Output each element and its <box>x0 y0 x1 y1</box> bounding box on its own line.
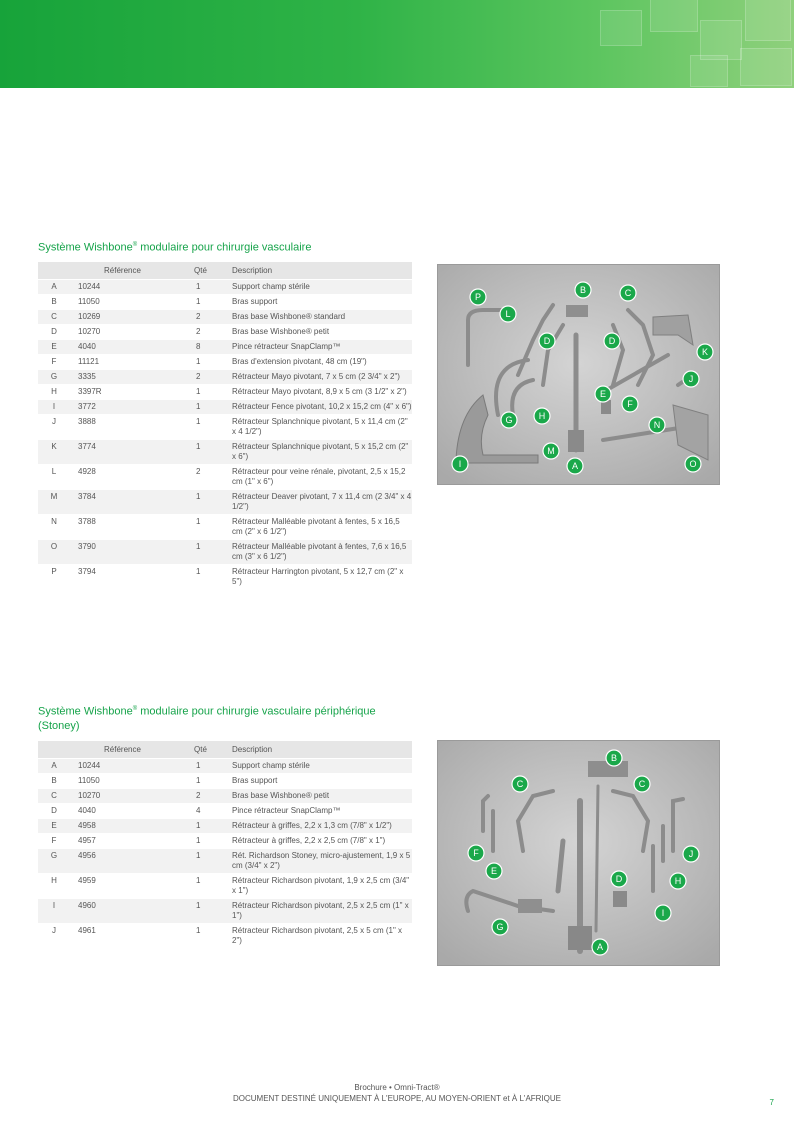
item-quantity: 1 <box>194 849 232 873</box>
item-reference: 11121 <box>70 355 194 369</box>
item-reference: 10244 <box>70 759 194 773</box>
item-letter: L <box>38 465 70 489</box>
item-quantity: 1 <box>194 385 232 399</box>
table-row <box>38 819 412 833</box>
callout-label: J <box>688 374 694 385</box>
item-letter: G <box>38 849 70 873</box>
item-letter: F <box>38 355 70 369</box>
item-letter: B <box>38 295 70 309</box>
item-reference: 4956 <box>70 849 194 873</box>
item-reference: 3397R <box>70 385 194 399</box>
page-number: 7 <box>769 1098 774 1107</box>
item-quantity: 1 <box>194 440 232 464</box>
item-reference: 3790 <box>70 540 194 564</box>
item-reference: 11050 <box>70 295 194 309</box>
item-reference: 4040 <box>70 340 194 354</box>
item-quantity: 4 <box>194 804 232 818</box>
item-description: Bras support <box>232 774 412 788</box>
callout-label: G <box>496 922 504 933</box>
item-letter: J <box>38 415 70 439</box>
item-letter: C <box>38 310 70 324</box>
header-banner <box>0 0 794 88</box>
item-letter: K <box>38 440 70 464</box>
callout-label: K <box>701 347 709 358</box>
item-quantity: 2 <box>194 325 232 339</box>
item-letter: M <box>38 490 70 514</box>
table-row <box>38 515 412 539</box>
item-quantity: 8 <box>194 340 232 354</box>
callout-label: O <box>689 459 697 470</box>
item-reference: 10269 <box>70 310 194 324</box>
item-letter: I <box>38 899 70 923</box>
table-header <box>38 262 412 279</box>
footer-brochure-line: Brochure • Omni-Tract® <box>354 1083 440 1092</box>
table-row <box>38 874 412 898</box>
section-1-title: Système Wishbone® modulaire pour chirurgie vasculaire <box>38 241 312 254</box>
table-row <box>38 789 412 803</box>
item-letter: J <box>38 924 70 948</box>
item-letter: I <box>38 400 70 414</box>
callout-label: A <box>571 461 579 472</box>
item-reference: 4961 <box>70 924 194 948</box>
item-quantity: 2 <box>194 370 232 384</box>
callout-label: M <box>547 446 555 457</box>
table-row <box>38 849 412 873</box>
table-row <box>38 759 412 773</box>
table-row <box>38 565 412 589</box>
callout-label: B <box>579 285 587 296</box>
callout-label: E <box>490 866 498 877</box>
section-1-table <box>38 261 412 590</box>
header-qty: Qté <box>194 262 232 279</box>
item-quantity: 1 <box>194 295 232 309</box>
callout-label: I <box>661 908 665 919</box>
table-row <box>38 310 412 324</box>
footer-region-notice: DOCUMENT DESTINÉ UNIQUEMENT À L'EUROPE, AU MOYEN-ORIENT et À L'AFRIQUE <box>233 1094 561 1103</box>
item-description: Pince rétracteur SnapClamp™ <box>232 340 412 354</box>
item-reference: 10270 <box>70 325 194 339</box>
table-row <box>38 385 412 399</box>
item-reference: 3784 <box>70 490 194 514</box>
item-description: Pince rétracteur SnapClamp™ <box>232 804 412 818</box>
item-reference: 10244 <box>70 280 194 294</box>
callout-label: J <box>688 849 694 860</box>
callout-label: C <box>624 288 632 299</box>
item-reference: 4959 <box>70 874 194 898</box>
item-description: Rétracteur pour veine rénale, pivotant, 2,5 x 15,2 cm (1" x 6") <box>232 465 412 489</box>
item-quantity: 1 <box>194 415 232 439</box>
item-description: Rétracteur Richardson pivotant, 1,9 x 2,5 cm (3/4" x 1") <box>232 874 412 898</box>
item-quantity: 1 <box>194 899 232 923</box>
table-row <box>38 540 412 564</box>
item-letter: D <box>38 325 70 339</box>
callout-label: C <box>516 779 524 790</box>
item-reference: 4958 <box>70 819 194 833</box>
table-row <box>38 325 412 339</box>
item-reference: 3794 <box>70 565 194 589</box>
callout-label: F <box>473 848 479 859</box>
item-description: Bras support <box>232 295 412 309</box>
item-letter: P <box>38 565 70 589</box>
item-letter: E <box>38 340 70 354</box>
section-1-product-photo <box>437 264 720 485</box>
item-letter: D <box>38 804 70 818</box>
item-description: Rétracteur à griffes, 2,2 x 1,3 cm (7/8" x 1/2") <box>232 819 412 833</box>
item-description: Bras base Wishbone® petit <box>232 325 412 339</box>
table-row <box>38 370 412 384</box>
table-row <box>38 924 412 948</box>
item-letter: F <box>38 834 70 848</box>
table-row <box>38 804 412 818</box>
item-description: Rét. Richardson Stoney, micro-ajustement, 1,9 x 5 cm (3/4" x 2") <box>232 849 412 873</box>
callout-label: C <box>638 779 646 790</box>
callout-label: F <box>627 399 633 410</box>
item-letter: C <box>38 789 70 803</box>
callout-label: D <box>608 336 616 347</box>
item-description: Rétracteur Harrington pivotant, 5 x 12,7 cm (2" x 5") <box>232 565 412 589</box>
item-description: Bras d'extension pivotant, 48 cm (19") <box>232 355 412 369</box>
item-quantity: 1 <box>194 819 232 833</box>
item-description: Rétracteur Fence pivotant, 10,2 x 15,2 cm (4" x 6") <box>232 400 412 414</box>
item-letter: H <box>38 874 70 898</box>
item-quantity: 1 <box>194 874 232 898</box>
item-quantity: 1 <box>194 565 232 589</box>
table-row <box>38 295 412 309</box>
item-quantity: 1 <box>194 490 232 514</box>
item-reference: 3772 <box>70 400 194 414</box>
item-description: Support champ stérile <box>232 759 412 773</box>
item-description: Rétracteur à griffes, 2,2 x 2,5 cm (7/8" x 1") <box>232 834 412 848</box>
table-row <box>38 899 412 923</box>
item-quantity: 2 <box>194 789 232 803</box>
item-description: Rétracteur Richardson pivotant, 2,5 x 2,5 cm (1" x 1") <box>232 899 412 923</box>
table-row <box>38 340 412 354</box>
item-description: Support champ stérile <box>232 280 412 294</box>
item-reference: 3335 <box>70 370 194 384</box>
section-2-table <box>38 740 412 949</box>
table-header <box>38 741 412 758</box>
callout-label: B <box>610 753 618 764</box>
item-reference: 3774 <box>70 440 194 464</box>
header-reference: Référence <box>70 262 194 279</box>
table-row <box>38 490 412 514</box>
item-description: Rétracteur Mayo pivotant, 8,9 x 5 cm (3 1/2" x 2") <box>232 385 412 399</box>
item-letter: N <box>38 515 70 539</box>
item-description: Rétracteur Richardson pivotant, 2,5 x 5 cm (1" x 2") <box>232 924 412 948</box>
item-reference: 3888 <box>70 415 194 439</box>
callout-label: L <box>505 309 511 320</box>
item-quantity: 1 <box>194 540 232 564</box>
item-description: Bras base Wishbone® petit <box>232 789 412 803</box>
table-row <box>38 400 412 414</box>
header-qty: Qté <box>194 741 232 758</box>
item-quantity: 2 <box>194 310 232 324</box>
item-quantity: 1 <box>194 759 232 773</box>
callout-label: A <box>596 942 604 953</box>
item-reference: 11050 <box>70 774 194 788</box>
item-quantity: 2 <box>194 465 232 489</box>
item-description: Bras base Wishbone® standard <box>232 310 412 324</box>
item-reference: 4040 <box>70 804 194 818</box>
item-letter: O <box>38 540 70 564</box>
item-description: Rétracteur Mayo pivotant, 7 x 5 cm (2 3/4" x 2") <box>232 370 412 384</box>
item-quantity: 1 <box>194 515 232 539</box>
item-quantity: 1 <box>194 280 232 294</box>
callout-label: N <box>653 420 661 431</box>
callout-label: H <box>674 876 682 887</box>
callout-label: P <box>474 292 482 303</box>
item-reference: 4957 <box>70 834 194 848</box>
item-reference: 4960 <box>70 899 194 923</box>
item-description: Rétracteur Deaver pivotant, 7 x 11,4 cm (2 3/4" x 4 1/2") <box>232 490 412 514</box>
header-description: Description <box>232 741 412 758</box>
header-description: Description <box>232 262 412 279</box>
item-letter: A <box>38 280 70 294</box>
item-letter: G <box>38 370 70 384</box>
item-letter: A <box>38 759 70 773</box>
callout-label: G <box>505 415 513 426</box>
item-reference: 10270 <box>70 789 194 803</box>
item-quantity: 1 <box>194 774 232 788</box>
instrument-set-image <box>438 265 719 484</box>
table-row <box>38 774 412 788</box>
section-2-product-photo <box>437 740 720 966</box>
item-description: Rétracteur Malléable pivotant à fentes, 7,6 x 16,5 cm (3" x 6 1/2") <box>232 540 412 564</box>
item-reference: 4928 <box>70 465 194 489</box>
table-row <box>38 440 412 464</box>
item-quantity: 1 <box>194 834 232 848</box>
callout-label: D <box>543 336 551 347</box>
item-description: Rétracteur Splanchnique pivotant, 5 x 15,2 cm (2" x 6") <box>232 440 412 464</box>
item-quantity: 1 <box>194 924 232 948</box>
item-letter: B <box>38 774 70 788</box>
item-reference: 3788 <box>70 515 194 539</box>
item-letter: H <box>38 385 70 399</box>
item-description: Rétracteur Malléable pivotant à fentes, 5 x 16,5 cm (2" x 6 1/2") <box>232 515 412 539</box>
table-row <box>38 355 412 369</box>
header-reference: Référence <box>70 741 194 758</box>
callout-label: H <box>538 411 546 422</box>
table-row <box>38 415 412 439</box>
table-row <box>38 280 412 294</box>
item-description: Rétracteur Splanchnique pivotant, 5 x 11,4 cm (2" x 4 1/2") <box>232 415 412 439</box>
callout-label: D <box>615 874 623 885</box>
item-letter: E <box>38 819 70 833</box>
instrument-set-image <box>438 741 719 965</box>
callout-label: I <box>458 459 462 470</box>
section-2-title: Système Wishbone® modulaire pour chirurgie vasculaire périphérique (Stoney) <box>38 705 376 732</box>
callout-label: E <box>599 389 607 400</box>
table-row <box>38 465 412 489</box>
item-quantity: 1 <box>194 400 232 414</box>
table-row <box>38 834 412 848</box>
item-quantity: 1 <box>194 355 232 369</box>
